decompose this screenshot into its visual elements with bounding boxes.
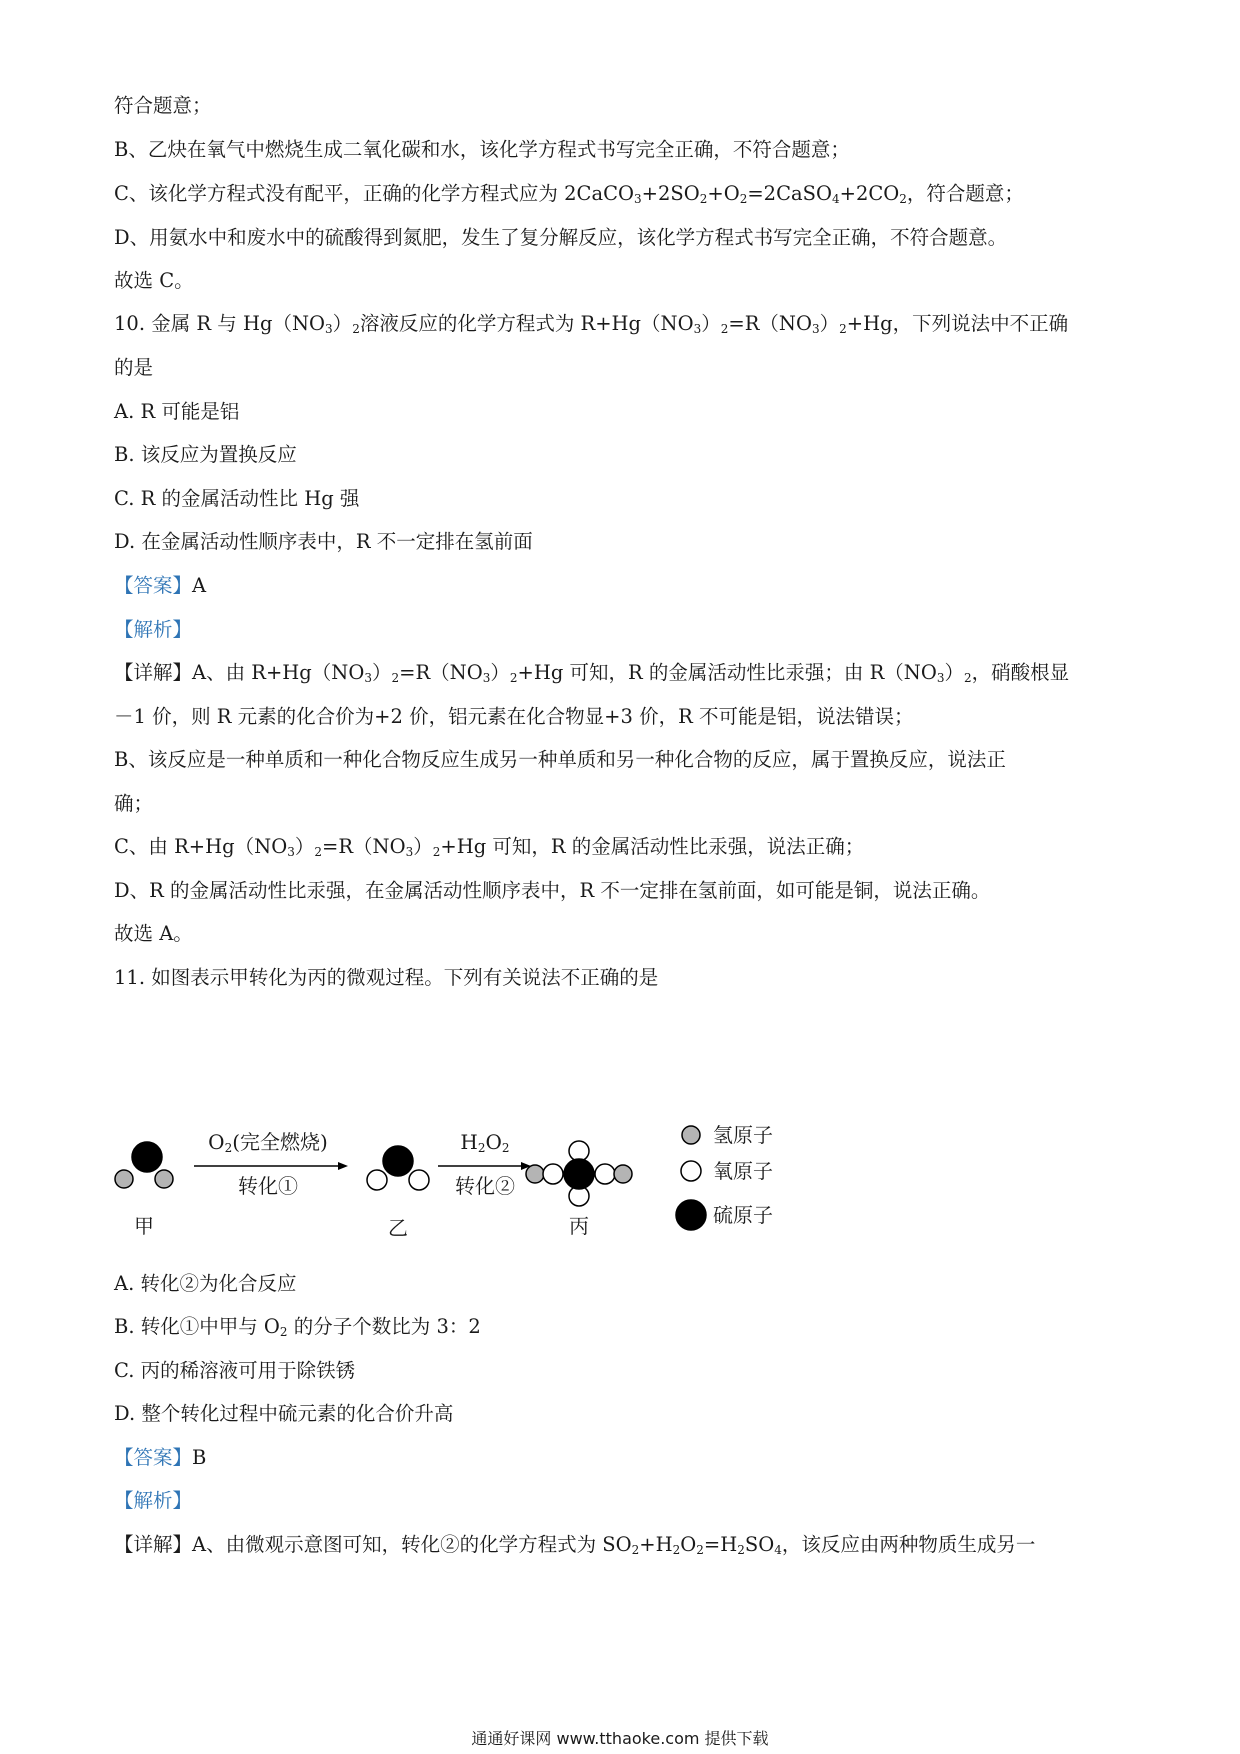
option-b: B. 转化①中甲与 $O_2$ 的分子个数比为 3：2 bbox=[114, 1315, 481, 1339]
sulfur-atom bbox=[132, 1142, 162, 1172]
oxygen-atom bbox=[543, 1164, 563, 1184]
oxygen-atom bbox=[595, 1164, 615, 1184]
arrow-2 bbox=[438, 1162, 531, 1170]
explanation-line: B、该反应是一种单质和一种化合物反应生成另一种单质和另一种化合物的反应，属于置换反应，说法正 bbox=[114, 748, 1006, 771]
answer-line: 【答案】B bbox=[114, 1446, 207, 1469]
text-line: D、用氨水中和废水中的硫酸得到氮肥，发生了复分解反应，该化学方程式书写完全正确，不符合题意。 bbox=[114, 226, 1008, 249]
page-footer: 通通好课网 www.tthaoke.com 提供下载 bbox=[471, 1729, 769, 1748]
question-10-stem: 10. 金属 R 与 $Hg(NO_3)_2$溶液反应的化学方程式为 $R+Hg(NO_3)_2=R(NO_3)_2+Hg$，下列说法中不正确 bbox=[114, 312, 1069, 336]
text-line: 符合题意； bbox=[114, 94, 212, 117]
explanation-line: C、由 $R+Hg(NO_3)_2=R(NO_3)_2+Hg$ 可知，R 的金属活动性比汞强，说法正确； bbox=[114, 835, 865, 859]
explanation-line: 【详解】A、由 $R+Hg(NO_3)_2=R(NO_3)_2+Hg$ 可知，R 的金属活动性比汞强；由 $R(NO_3)_2$，硝酸根显 bbox=[114, 661, 1070, 685]
molecule-bing bbox=[526, 1141, 632, 1206]
hydrogen-atom bbox=[115, 1170, 133, 1188]
option-b: B. 该反应为置换反应 bbox=[114, 443, 297, 466]
legend-sulfur-label: 硫原子 bbox=[713, 1203, 773, 1227]
label-jia: 甲 bbox=[134, 1214, 154, 1238]
label-yi: 乙 bbox=[388, 1216, 408, 1240]
explanation-line: D、R 的金属活动性比汞强，在金属活动性顺序表中，R 不一定排在氢前面，如可能是铜，说法正确。 bbox=[114, 879, 991, 902]
answer-tag: 【答案】 bbox=[114, 1446, 193, 1469]
analysis-tag: 【解析】 bbox=[114, 1489, 193, 1512]
text-line: 故选 C。 bbox=[114, 269, 194, 292]
oxygen-atom bbox=[409, 1170, 429, 1190]
label-bing: 丙 bbox=[569, 1214, 589, 1238]
molecule-yi bbox=[367, 1146, 429, 1190]
option-d: D. 在金属活动性顺序表中，R 不一定排在氢前面 bbox=[114, 530, 533, 553]
arrow-2-top-label: $H_2O_2$ bbox=[460, 1130, 510, 1155]
legend-oxygen-label: 氧原子 bbox=[713, 1159, 773, 1183]
legend-hydrogen-label: 氢原子 bbox=[713, 1123, 773, 1147]
legend-oxygen-icon bbox=[681, 1161, 701, 1181]
sulfur-atom bbox=[564, 1159, 594, 1189]
molecule-jia bbox=[115, 1142, 173, 1188]
option-c: C. 丙的稀溶液可用于除铁锈 bbox=[114, 1359, 356, 1382]
legend-sulfur-icon bbox=[676, 1200, 706, 1230]
option-a: A. 转化②为化合反应 bbox=[114, 1272, 297, 1295]
text-line: B、乙炔在氧气中燃烧生成二氧化碳和水，该化学方程式书写完全正确，不符合题意； bbox=[114, 138, 850, 161]
explanation-line: 【详解】A、由微观示意图可知，转化②的化学方程式为 $SO_2+H_2O_2=H_2SO_4$，该反应由两种物质生成另一 bbox=[114, 1533, 1036, 1557]
answer-line: 【答案】A bbox=[114, 574, 207, 597]
arrow-1-top-label: $O_2$(完全燃烧) bbox=[208, 1130, 328, 1155]
hydrogen-atom bbox=[155, 1170, 173, 1188]
option-c: C. R 的金属活动性比 Hg 强 bbox=[114, 487, 360, 510]
option-a: A. R 可能是铝 bbox=[114, 400, 240, 423]
explanation-line: 确； bbox=[114, 792, 154, 815]
micro-process-diagram bbox=[110, 1118, 810, 1258]
explanation-line: 故选 A。 bbox=[114, 922, 193, 945]
question-10-stem: 的是 bbox=[114, 356, 154, 379]
answer-tag: 【答案】 bbox=[114, 574, 193, 597]
explanation-line: －1 价，则 R 元素的化合价为+2 价，铝元素在化合物显+3 价，R 不可能是铝，说法错误； bbox=[114, 705, 914, 728]
text-line: C、该化学方程式没有配平，正确的化学方程式应为 $2CaCO_3+2SO_2+O_2=2CaSO_4+2CO_2$，符合题意； bbox=[114, 182, 1024, 206]
sulfur-atom bbox=[383, 1146, 413, 1176]
arrow-1-bottom-label: 转化① bbox=[238, 1174, 298, 1198]
arrow-2-bottom-label: 转化② bbox=[455, 1174, 515, 1198]
legend bbox=[676, 1126, 706, 1230]
analysis-tag: 【解析】 bbox=[114, 618, 193, 641]
oxygen-atom bbox=[569, 1141, 589, 1161]
arrow-1 bbox=[194, 1162, 348, 1170]
oxygen-atom bbox=[367, 1170, 387, 1190]
option-d: D. 整个转化过程中硫元素的化合价升高 bbox=[114, 1402, 454, 1425]
legend-hydrogen-icon bbox=[682, 1126, 700, 1144]
hydrogen-atom bbox=[614, 1165, 632, 1183]
question-11-stem: 11. 如图表示甲转化为丙的微观过程。下列有关说法不正确的是 bbox=[114, 966, 659, 989]
